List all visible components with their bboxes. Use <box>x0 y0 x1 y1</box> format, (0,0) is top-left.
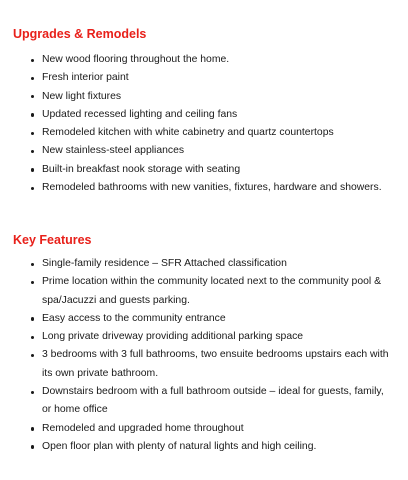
list-item: Open floor plan with plenty of natural lights and high ceiling. <box>0 438 408 456</box>
list-item: 3 bedrooms with 3 full bathrooms, two ensuite bedrooms upstairs each with its own private bathroom. <box>0 346 408 383</box>
list-item: New wood flooring throughout the home. <box>0 51 408 69</box>
list-item: Prime location within the community located next to the community pool & spa/Jacuzzi and guests parking. <box>0 273 408 310</box>
list-item: Remodeled bathrooms with new vanities, fixtures, hardware and showers. <box>0 179 408 197</box>
features-heading: Key Features <box>13 233 92 247</box>
list-item: New stainless-steel appliances <box>0 142 408 160</box>
list-item: Single-family residence – SFR Attached classification <box>0 255 408 273</box>
list-item: New light fixtures <box>0 88 408 106</box>
list-item: Remodeled and upgraded home throughout <box>0 420 408 438</box>
upgrades-heading: Upgrades & Remodels <box>13 27 147 41</box>
list-item: Fresh interior paint <box>0 69 408 87</box>
upgrades-list <box>0 51 408 197</box>
list-item: Built-in breakfast nook storage with seating <box>0 161 408 179</box>
features-list <box>0 255 408 456</box>
list-item: Downstairs bedroom with a full bathroom outside – ideal for guests, family, or home office <box>0 383 408 420</box>
list-item: Long private driveway providing additional parking space <box>0 328 408 346</box>
list-item: Remodeled kitchen with white cabinetry and quartz countertops <box>0 124 408 142</box>
list-item: Updated recessed lighting and ceiling fans <box>0 106 408 124</box>
list-item: Easy access to the community entrance <box>0 310 408 328</box>
